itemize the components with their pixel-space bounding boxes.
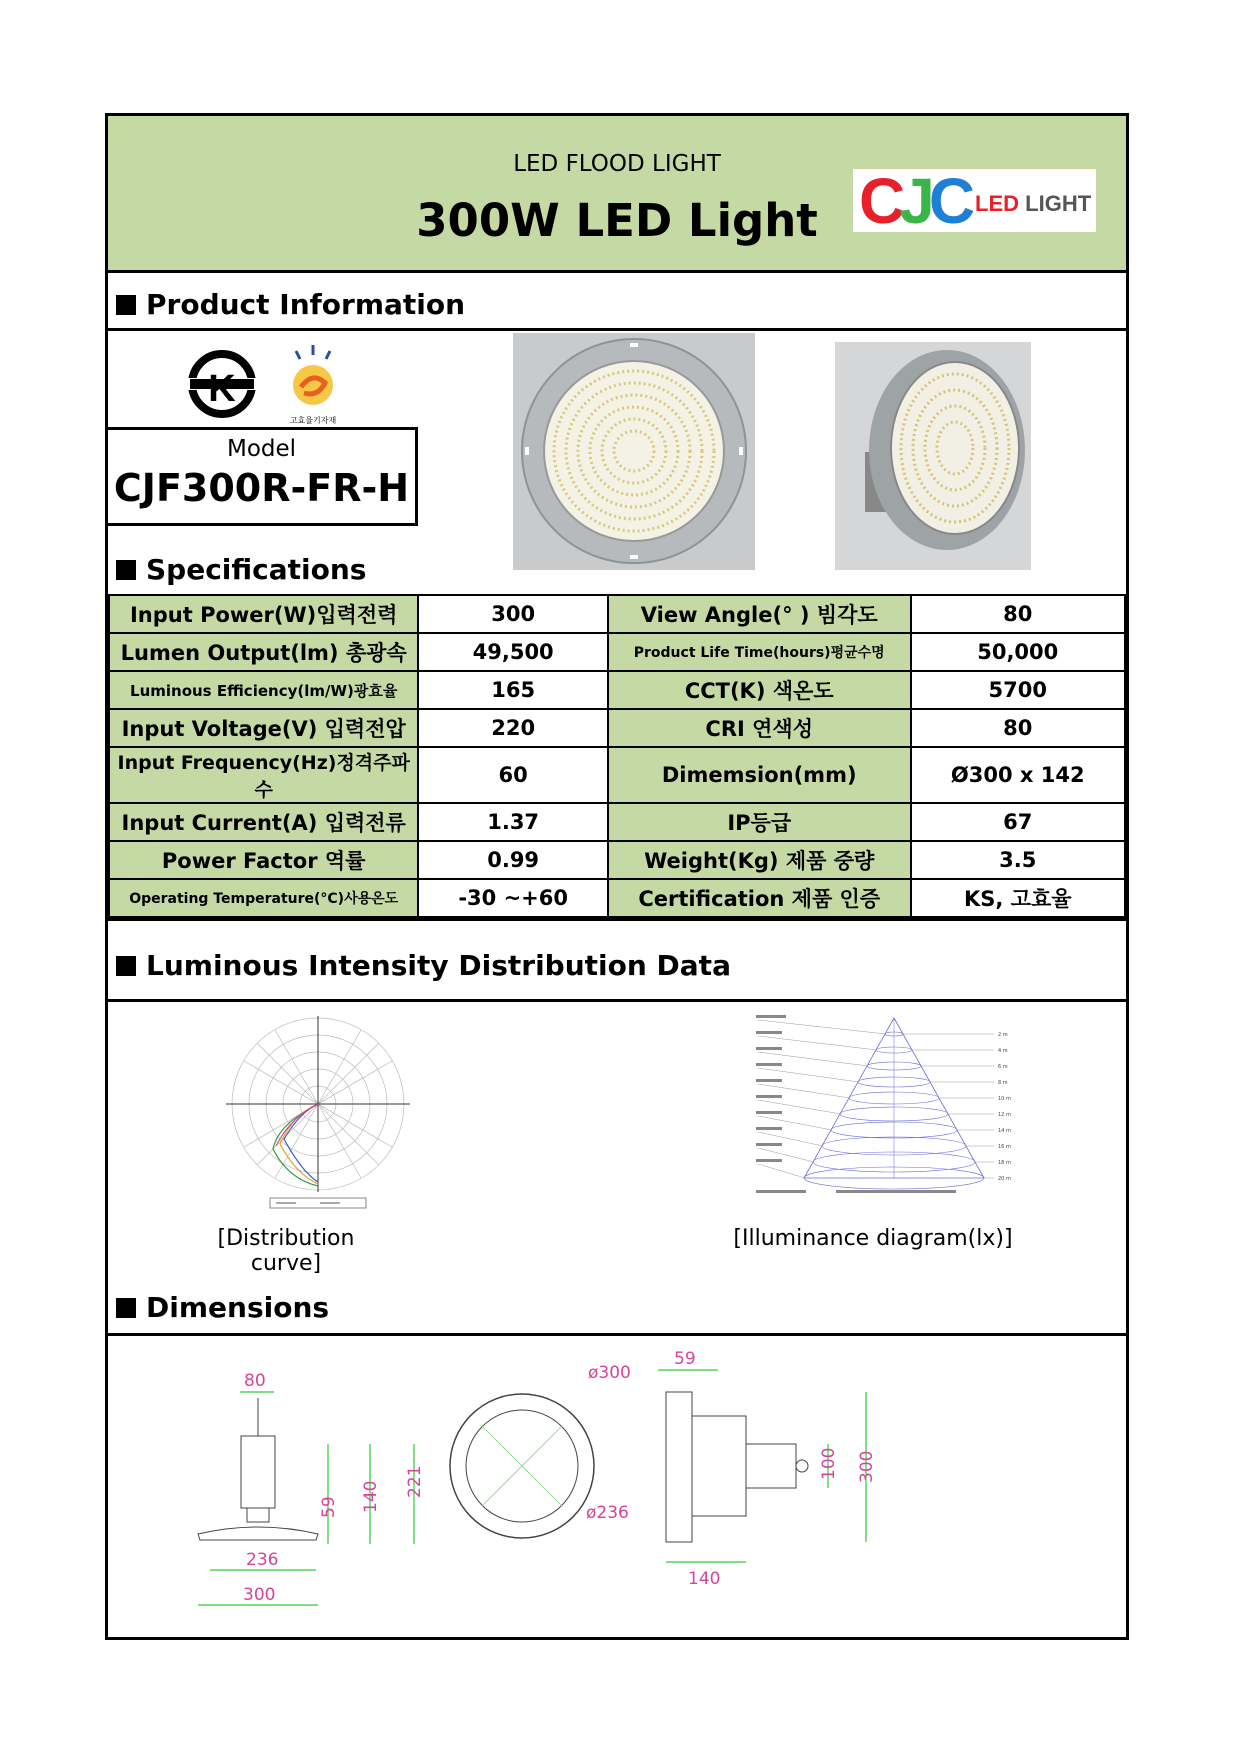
high-efficiency-mark-icon [278, 341, 348, 427]
spec-label: Operating Temperature(°C)사용온도 [109, 879, 418, 917]
illuminance-diagram [736, 1008, 1106, 1203]
spec-value: 3.5 [911, 841, 1126, 879]
section-dimensions: Dimensions [108, 1291, 1126, 1324]
illum-distance-label: 4 m [998, 1048, 1008, 1054]
divider [108, 328, 1126, 331]
dim-label: 59 [674, 1349, 696, 1369]
dim-label: 80 [244, 1371, 266, 1391]
table-row [109, 709, 1125, 747]
dim-label: ø236 [586, 1503, 629, 1523]
spec-value: KS, 고효율 [911, 879, 1126, 917]
table-row [109, 671, 1125, 709]
table-row [109, 595, 1125, 633]
spec-value: 5700 [911, 671, 1126, 709]
bullet-square-icon [116, 560, 136, 580]
header-title: 300W LED Light [416, 194, 818, 247]
dim-label: 59 [319, 1496, 339, 1518]
table-row [109, 841, 1125, 879]
side-view-drawing [198, 1398, 318, 1540]
illum-distance-label: 14 m [998, 1128, 1011, 1134]
dim-label: 100 [819, 1447, 839, 1480]
distribution-curve-diagram [218, 1014, 423, 1214]
spec-value: Ø300 x 142 [911, 747, 1126, 803]
spec-label: Input Current(A) 입력전류 [109, 803, 418, 841]
svg-text:K: K [208, 368, 236, 410]
spec-label: CCT(K) 색온도 [608, 671, 911, 709]
bullet-square-icon [116, 295, 136, 315]
illuminance-diagram-caption: [Illuminance diagram(lx)] [733, 1226, 1013, 1251]
cert-logo-text: 고효율기자재 [289, 416, 337, 425]
header-banner [108, 116, 1126, 273]
spec-label: Input Power(W)입력전력 [109, 595, 418, 633]
illum-distance-label: 2 m [998, 1032, 1008, 1038]
spec-label: Lumen Output(lm) 총광속 [109, 633, 418, 671]
cjc-logo-letters: CJC [859, 164, 970, 237]
section-product-info: Product Information [108, 288, 1126, 321]
dim-label: ø300 [588, 1363, 631, 1383]
spec-value: 1.37 [418, 803, 608, 841]
section-specifications: Specifications [108, 553, 1126, 586]
spec-label: Product Life Time(hours)평균수명 [608, 633, 911, 671]
illum-distance-label: 20 m [998, 1176, 1011, 1182]
spec-label: Input Frequency(Hz)정격주파수 [109, 747, 418, 803]
table-row [109, 633, 1125, 671]
spec-label: Power Factor 역률 [109, 841, 418, 879]
spec-value: 49,500 [418, 633, 608, 671]
spec-value: 220 [418, 709, 608, 747]
spec-value: -30 ~+60 [418, 879, 608, 917]
cjc-logo [853, 164, 1096, 237]
product-photo-angle [835, 342, 1031, 570]
spec-value: 80 [911, 709, 1126, 747]
table-row [109, 879, 1125, 917]
spec-value: 67 [911, 803, 1126, 841]
spec-value: 0.99 [418, 841, 608, 879]
dim-label: 300 [243, 1585, 276, 1605]
table-row [109, 747, 1125, 803]
distribution-curve-caption: [Distribution curve] [217, 1226, 355, 1276]
dimension-drawings [188, 1348, 1048, 1618]
dim-label: 300 [857, 1450, 877, 1483]
illum-distance-label: 18 m [998, 1160, 1011, 1166]
bullet-square-icon [116, 956, 136, 976]
cjc-logo-tagline: LED LIGHT [975, 190, 1092, 216]
header-subtitle: LED FLOOD LIGHT [513, 151, 721, 177]
dim-label: 140 [688, 1569, 721, 1589]
spec-sheet [105, 113, 1129, 1640]
spec-value: 50,000 [911, 633, 1126, 671]
illum-distance-label: 12 m [998, 1112, 1011, 1118]
bullet-square-icon [116, 1298, 136, 1318]
spec-value: 60 [418, 747, 608, 803]
spec-label: Luminous Efficiency(lm/W)광효율 [109, 671, 418, 709]
table-row [109, 803, 1125, 841]
spec-label: Dimemsion(mm) [608, 747, 911, 803]
model-box [108, 427, 418, 526]
rear-view-drawing [666, 1392, 808, 1542]
divider [108, 918, 1126, 921]
model-label: Model [226, 436, 297, 462]
spec-label: Weight(Kg) 제품 중량 [608, 841, 911, 879]
spec-table [108, 594, 1126, 918]
divider [108, 999, 1126, 1002]
spec-label: Input Voltage(V) 입력전압 [109, 709, 418, 747]
spec-value: 300 [418, 595, 608, 633]
ks-mark-icon [186, 348, 258, 420]
model-value: CJF300R-FR-H [113, 466, 410, 510]
illum-distance-label: 16 m [998, 1144, 1011, 1150]
product-photo-front [513, 333, 755, 570]
spec-label: IP등급 [608, 803, 911, 841]
divider [108, 1333, 1126, 1336]
spec-value: 165 [418, 671, 608, 709]
spec-label: View Angle(° ) 빔각도 [608, 595, 911, 633]
spec-value: 80 [911, 595, 1126, 633]
spec-label: CRI 연색성 [608, 709, 911, 747]
front-view-drawing [450, 1394, 594, 1538]
illum-distance-label: 10 m [998, 1096, 1011, 1102]
dim-label: 236 [246, 1550, 279, 1570]
section-distribution: Luminous Intensity Distribution Data [108, 949, 1126, 982]
spec-label: Certification 제품 인증 [608, 879, 911, 917]
dim-label: 140 [361, 1480, 381, 1513]
dim-label: 221 [405, 1465, 425, 1498]
illum-distance-label: 6 m [998, 1064, 1008, 1070]
illum-distance-label: 8 m [998, 1080, 1008, 1086]
